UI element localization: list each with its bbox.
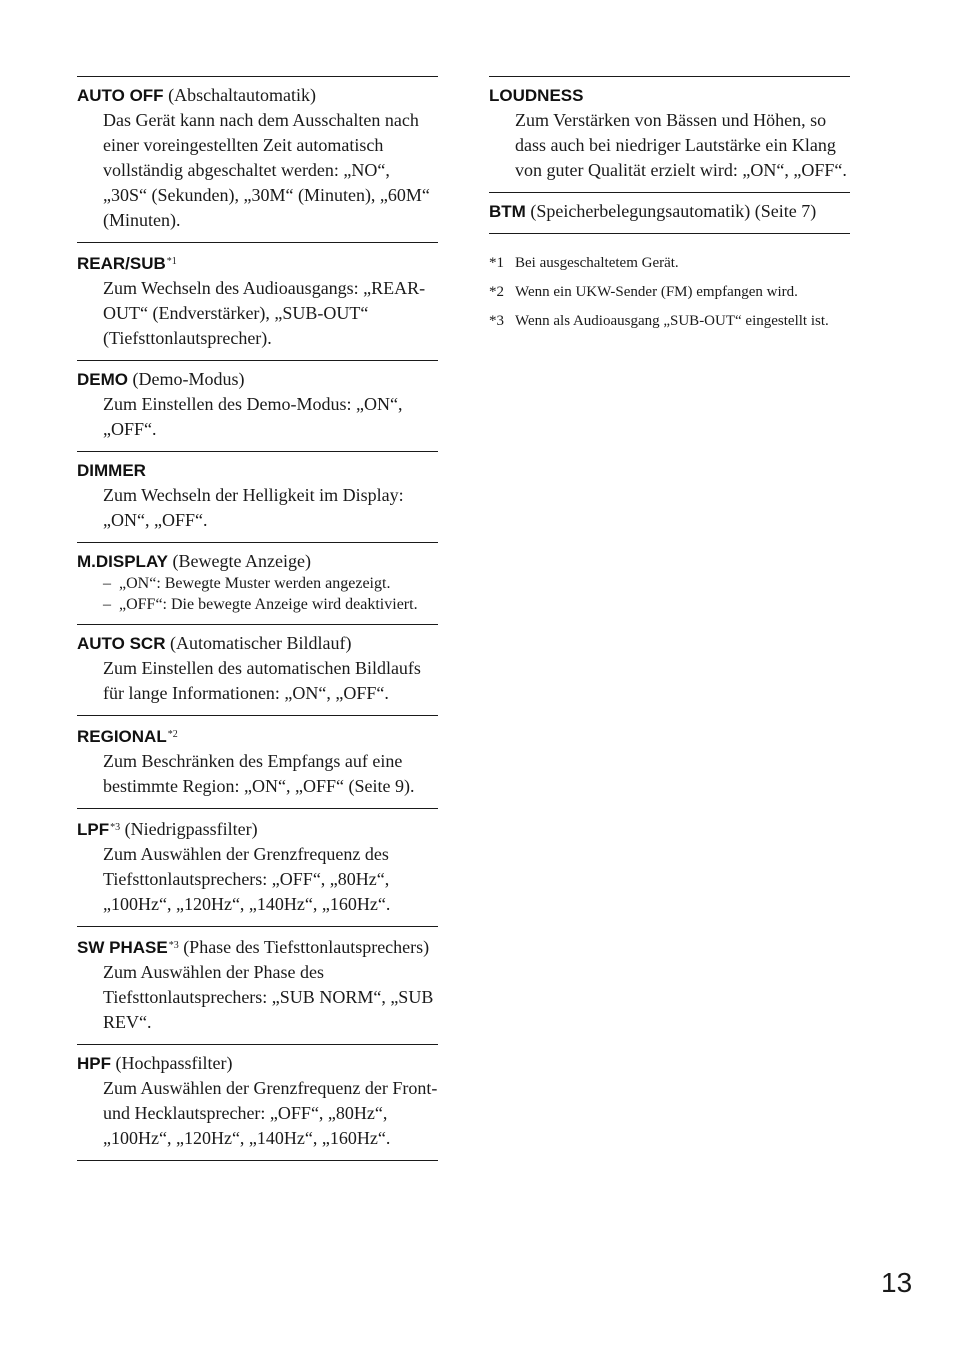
entry-term: M.DISPLAY [77,552,169,571]
entry-description: Zum Einstellen des automatischen Bildlaufs für lange Informationen: „ON“, „OFF“. [103,658,421,703]
entry-heading [77,722,438,749]
entry-description: Zum Auswählen der Grenzfrequenz des Tiefsttonlautsprechers: „OFF“, „80Hz“, „100Hz“, „120Hz“, „140Hz“, „160Hz“. [103,844,391,914]
entry-term-description: (Hochpassfilter) [111,1053,233,1073]
entry-term: REAR/SUB [77,254,166,273]
page-number: 13 [881,1267,913,1298]
entry-heading [77,1051,438,1076]
footnote-text: Wenn ein UKW-Sender (FM) empfangen wird. [515,284,798,300]
footnote-text: Wenn als Audioausgang „SUB-OUT“ eingestellt ist. [515,313,829,329]
entry-description: Zum Beschränken des Empfangs auf eine bestimmte Region: „ON“, „OFF“ (Seite 9). [103,751,415,796]
footnote [489,281,850,304]
entry-description: Zum Verstärken von Bässen und Höhen, so dass auch bei niedriger Lautstärke ein Klang von guter Qualität erzielt wird: „ON“, „OFF“. [515,110,847,180]
entry-heading [489,83,850,108]
footnotes [489,252,850,333]
entry-term: LOUDNESS [489,86,584,105]
footnote-reference: *1 [166,256,177,267]
right-column [489,76,850,339]
footnote [489,310,850,333]
footnote-reference: *3 [168,940,179,951]
entry-heading [77,933,438,960]
entry-term: DEMO [77,370,128,389]
entry-term-description: (Demo-Modus) [128,369,245,389]
left-column [77,76,438,1161]
entry-option-item: – „ON“: Bewegte Muster werden angezeigt. [103,574,438,595]
entry-option-item: – „OFF“: Die bewegte Anzeige wird deaktiviert. [103,595,438,616]
entry-term-description: (Speicherbelegungsautomatik) (Seite 7) [525,201,817,221]
menu-entry-sw-phase [77,926,438,1044]
menu-entry-dimmer [77,451,438,542]
entry-option-list [77,574,438,615]
entry-heading [77,83,438,108]
entry-term: BTM [489,202,526,221]
menu-entry-rear-sub [77,242,438,360]
entry-description: Zum Auswählen der Grenzfrequenz der Front- und Hecklautsprecher: „OFF“, „80Hz“, „100Hz“, „120Hz“, „140Hz“, „160Hz“. [103,1078,438,1148]
entry-term-description: (Phase des Tiefsttonlautsprechers) [178,937,430,957]
entry-description: Zum Auswählen der Phase des Tiefsttonlautsprechers: „SUB NORM“, „SUB REV“. [103,962,434,1032]
entry-term-description: (Automatischer Bildlauf) [165,633,352,653]
entry-term: AUTO OFF [77,86,164,105]
entry-description: Das Gerät kann nach dem Ausschalten nach einer voreingestellten Zeit automatisch vollständig abgeschaltet werden: „NO“, „30S“ (Sekunden), „30M“ (Minuten), „60M“ (Minuten). [103,110,430,230]
entry-term: REGIONAL [77,727,167,746]
menu-entry-regional [77,715,438,808]
menu-entry-auto-scr [77,624,438,715]
entry-heading [77,549,438,574]
entry-description: Zum Wechseln des Audioausgangs: „REAR-OUT“ (Endverstärker), „SUB-OUT“ (Tiefsttonlautsprecher). [103,278,426,348]
entry-heading [77,458,438,483]
menu-entry-demo [77,360,438,451]
footnote-reference: *2 [167,729,178,740]
entry-term: AUTO SCR [77,634,166,653]
entry-term-description: (Abschaltautomatik) [163,85,317,105]
entry-heading [77,815,438,842]
menu-entry-loudness [489,76,850,192]
entry-description: Zum Wechseln der Helligkeit im Display: „ON“, „OFF“. [103,485,404,530]
footnote-text: Bei ausgeschaltetem Gerät. [515,255,679,271]
entry-term: DIMMER [77,461,146,480]
entry-term-description: (Bewegte Anzeige) [168,551,311,571]
footnote-mark: *1 [489,255,504,271]
entry-term: LPF [77,820,110,839]
menu-entry-auto-off [77,76,438,242]
footnote-mark: *2 [489,284,504,300]
footnote [489,252,850,275]
entry-term: HPF [77,1054,111,1073]
entry-heading [77,631,438,656]
footnote-reference: *3 [110,822,121,833]
menu-entry-lpf [77,808,438,926]
entry-term: SW PHASE [77,938,168,957]
footnote-mark: *3 [489,313,504,329]
entry-heading [77,249,438,276]
entry-description: Zum Einstellen des Demo-Modus: „ON“, „OFF“. [103,394,403,439]
entry-term-description: (Niedrigpassfilter) [120,819,258,839]
menu-entry-m-display [77,542,438,624]
entry-heading [77,367,438,392]
entry-heading [489,199,850,224]
menu-entry-btm [489,192,850,234]
menu-entry-hpf [77,1044,438,1161]
